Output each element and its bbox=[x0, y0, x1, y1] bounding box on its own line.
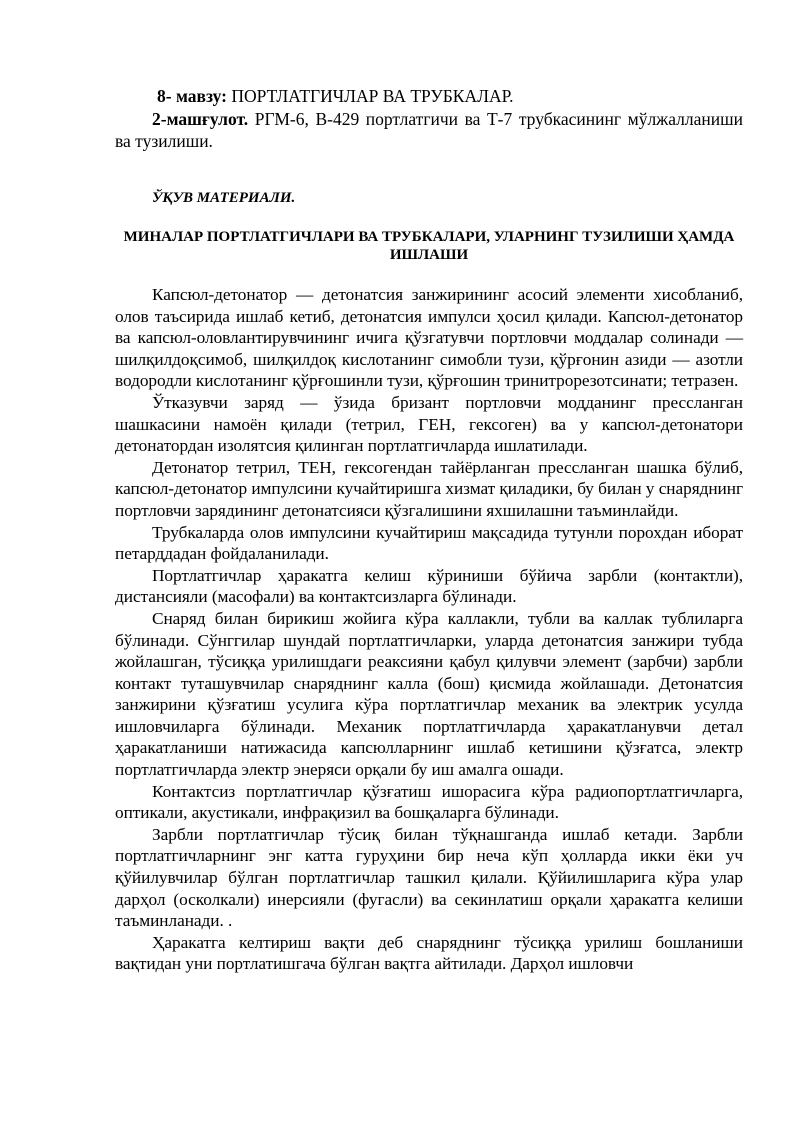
chapter-heading: МИНАЛАР ПОРТЛАТГИЧЛАРИ ВА ТРУБКАЛАРИ, УЛАРНИНГ ТУЗИЛИШИ ҲАМДА ИШЛАШИ bbox=[123, 229, 735, 263]
section-label: ЎҚУВ МАТЕРИАЛИ. bbox=[152, 190, 296, 206]
lesson-line bbox=[115, 108, 743, 152]
paragraph: Контактсиз портлатгичлар қўзғатиш ишорасига кўра радиопортлатгичларга, оптикали, акустикали, инфрақизил ва бошқаларга бўлинади. bbox=[115, 781, 743, 823]
lesson-title: РГМ-6, В-429 портлатгичи ва Т-7 трубкасининг мўлжалланиши ва тузилиши. bbox=[115, 109, 743, 151]
topic-label: 8- мавзу: bbox=[157, 86, 227, 106]
paragraph: Ҳаракатга келтириш вақти деб снаряднинг тўсиққа урилиш бошланиши вақтидан уни портлатишгача бўлган вақтга айтилади. Дарҳол ишловчи bbox=[115, 932, 743, 974]
topic-line bbox=[157, 86, 514, 107]
paragraph: Трубкаларда олов импулсини кучайтириш мақсадида тутунли порохдан иборат петарддадан фойдаланилади. bbox=[115, 522, 743, 564]
paragraph: Капсюл-детонатор — детонатсия занжирининг асосий элементи хисобланиб, олов таъсирида ишлаб кетиб, детонатсия импулси ҳосил қилади. Капсюл-детонатор ва капсюл-оловлантирувчининг ичига қўзгатувчи портловчи моддалар солинади — шилқилдоқсимоб, шилқилдоқ кислотанинг симобли тузи, қўрғонин азиди — азотли водородли кислотанинг қўрғошинли тузи, қўрғошин тринитрорезотсинати; тетразен. bbox=[115, 285, 743, 391]
paragraph: Снаряд билан бирикиш жойига кўра каллакли, тубли ва каллак тублиларга бўлинади. Сўнггилар шундай портлатгичларки, уларда детонатсия занжири тубда жойлашган, тўсиққа урилишдаги реаксияни қабул қилувчи элемент (зарбчи) зарбли контакт туташувчилар снаряднинг калла (бош) қисмида жойлашади. Детонатсия занжирини қўзғатиш усулига кўра портлатгичлар механик ва электрик усулда ишловчиларга бўлинади. Механик портлатгичларда ҳаракатланувчи детал ҳаракатланиши натижасида капсюлларнинг ишлаб кетишини қўзғатса, электр портлатгичларда электр энеряси орқали бу иш амалга ошади. bbox=[115, 608, 743, 780]
paragraph: Портлатгичлар ҳаракатга келиш кўриниши бўйича зарбли (контактли), дистансияли (масофали) ва контактсизларга бўлинади. bbox=[115, 565, 743, 607]
paragraph: Детонатор тетрил, ТЕН, гексогендан тайёрланган прессланган шашка бўлиб, капсюл-детонатор импулсини кучайтиришга хизмат қиладики, бу билан у снаряднинг портловчи зарядининг детонатсияси қўзгалишини яхшилашни таъминлайди. bbox=[115, 457, 743, 520]
paragraph: Зарбли портлатгичлар тўсиқ билан тўқнашганда ишлаб кетади. Зарбли портлатгичларнинг энг катта гуруҳини бир неча кўп ҳолларда икки ёки уч қўйилувчилар бўлган портлатгичлар ташкил қилали. Қўйилишларига кўра улар дарҳол (осколкали) инерсияли (фугасли) ва секинлатиш орқали ҳаракатга келиши таъминланади. . bbox=[115, 824, 743, 931]
paragraph: Ўтказувчи заряд — ўзида бризант портловчи модданинг прессланган шашкасини намоён қилади (тетрил, ГЕН, гексоген) ва у капсюл-детонатори детонатордан изолятсия қилинган портлатгичларда ишлатилади. bbox=[115, 392, 743, 456]
topic-title: ПОРТЛАТГИЧЛАР ВА ТРУБКАЛАР. bbox=[231, 86, 514, 106]
lesson-label: 2-машғулот. bbox=[152, 109, 249, 129]
body-text bbox=[115, 284, 743, 975]
